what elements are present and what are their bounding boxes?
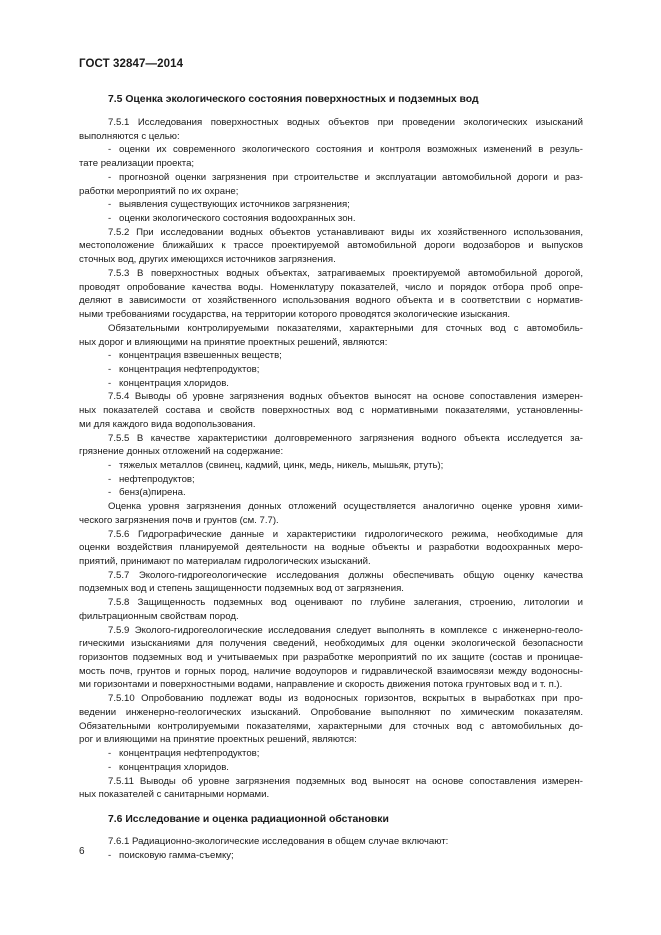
standard-header: ГОСТ 32847—2014	[79, 58, 184, 70]
list-item-line	[79, 171, 583, 185]
text-line: ческого загрязнения почв и грунтов (см. 7.7).	[79, 514, 279, 526]
list-item-text: оценки экологического состояния водоохранных зон.	[119, 213, 356, 225]
text-line: ведении инженерно-геологических изысканий. Опробование выполняют по химическим показателям.	[79, 706, 583, 718]
text-line: Оценка уровня загрязнения донных отложений осуществляется аналогично оценке уровня хими-	[108, 501, 583, 513]
list-item-text: бенз(а)пирена.	[119, 487, 186, 499]
list-dash: -	[108, 459, 112, 471]
list-item-text: концентрация взвешенных веществ;	[119, 350, 282, 362]
text-line: 7.5.10 Опробованию подлежат воды из водоносных горизонтов, вскрытых в выработках при про-	[108, 693, 583, 705]
list-dash: -	[108, 350, 112, 362]
list-dash: -	[108, 761, 112, 773]
text-line: мость почв, грунтов и горных пород, наличие водоупоров и гидравлической взаимосвязи между водоносны-	[79, 665, 583, 677]
list-item-text: концентрация нефтепродуктов;	[119, 748, 260, 760]
text-line: грязнение донных отложений на содержание:	[79, 446, 284, 458]
text-line: работки мероприятий по их охране;	[79, 185, 239, 197]
text-line: выполняются с целью:	[79, 130, 180, 142]
list-dash: -	[108, 171, 112, 183]
list-item-text: концентрация хлоридов.	[119, 761, 229, 773]
list-item-text: нефтепродуктов;	[119, 473, 195, 485]
text-line: тате реализации проекта;	[79, 158, 195, 170]
list-dash: -	[108, 213, 112, 225]
text-line: деляют в зависимости от хозяйственного использования водного объекта и в соответствии с норматив-	[79, 295, 583, 307]
list-item-text: поисковую гамма-съемку;	[119, 849, 234, 861]
text-line: ных показателей с санитарными нормами.	[79, 789, 270, 801]
text-line: ми для каждого вида водопользования.	[79, 418, 256, 430]
text-line: ных дорог и влияющими на принятие проектных решений, являются:	[79, 336, 388, 348]
list-dash: -	[108, 144, 112, 156]
text-line: 7.5.2 При исследовании водных объектов устанавливают виды их хозяйственного использования,	[108, 226, 583, 238]
list-dash: -	[108, 377, 112, 389]
section-heading-7-5: 7.5 Оценка экологического состояния поверхностных и подземных вод	[108, 94, 479, 105]
text-line: 7.5.3 В поверхностных водных объектах, затрагиваемых проектируемой автомобильной дорогой,	[108, 267, 583, 279]
text-line: 7.5.4 Выводы об уровне загрязнения водных объектов выносят на основе сопоставления измерен-	[108, 391, 583, 403]
text-line: ных показателей состава и свойств поверхностных вод с нормативными показателями, установленны-	[79, 405, 583, 417]
list-dash: -	[108, 487, 112, 499]
text-line: рог и влияющими на принятие проектных решений, являются:	[79, 734, 357, 746]
text-line: гическими изысканиями для получения сведений, необходимых для оценки экологической безопасности	[79, 638, 583, 650]
section-7-6-text	[79, 835, 583, 862]
text-line: местоположение ближайших к трассе проектируемой автомобильной дороги водозаборов и выпусков	[79, 240, 583, 252]
list-item-line	[79, 143, 583, 157]
document-body	[79, 93, 583, 862]
text-line: горизонтов подземных вод и учитываемых при разработке мероприятий по их защите (состав и проницае-	[79, 652, 583, 664]
text-line: 7.5.6 Гидрографические данные и характеристики гидрологического режима, необходимые для	[108, 528, 583, 540]
text-line: оценки воздействия планируемой деятельности на водные объекты и разработки водоохранных меро-	[79, 542, 583, 554]
text-line: приятий, принимают по материалам гидрологических изысканий.	[79, 556, 371, 567]
text-line: Обязательными контролируемыми показателями, характерными для сточных вод с автомобильных до-	[79, 720, 583, 732]
text-line: 7.5.11 Выводы об уровне загрязнения подземных вод выносят на основе сопоставления измерен-	[108, 775, 583, 787]
text-line: фильтрационным свойствам пород.	[79, 610, 239, 622]
list-item-line	[79, 377, 583, 391]
list-item-text: прогнозной оценки загрязнения при строительстве и эксплуатации автомобильной дороги и раз-	[119, 171, 583, 183]
text-line: 7.5.7 Эколого-гидрогеологические исследования должны обеспечивать общую оценку качества	[108, 569, 583, 581]
list-item-line	[79, 459, 583, 473]
section-heading-7-6: 7.6 Исследование и оценка радиационной обстановки	[108, 813, 389, 825]
section-7-5-text	[79, 116, 583, 802]
list-dash: -	[108, 363, 112, 375]
list-item-line	[79, 849, 583, 863]
text-line: 7.5.8 Защищенность подземных вод оценивают по глубине залегания, строению, литологии и	[108, 597, 583, 609]
list-item-line	[79, 363, 583, 377]
text-line: 7.6.1 Радиационно-экологические исследования в общем случае включают:	[108, 835, 449, 847]
list-dash: -	[108, 473, 112, 485]
text-line: 7.5.1 Исследования поверхностных водных объектов при проведении экологических изысканий	[108, 117, 583, 128]
list-item-text: концентрация нефтепродуктов;	[119, 363, 260, 375]
text-line: ными требованиями государства, на территории которого проводятся экологические изыскания.	[79, 309, 511, 321]
text-line: сточных вод, других имеющихся источников загрязнения.	[79, 254, 336, 266]
list-item-line	[79, 486, 583, 500]
text-line: проводят опробование качества воды. Номенклатуру показателей, число и порядок отбора проб опре-	[79, 281, 583, 293]
list-dash: -	[108, 199, 112, 211]
text-line: 7.5.5 В качестве характеристики долговременного загрязнения водного объекта исследуется за-	[108, 432, 583, 444]
list-dash: -	[108, 748, 112, 760]
list-item-line	[79, 212, 583, 226]
text-line: Обязательными контролируемыми показателями, характерными для сточных вод с автомобиль-	[108, 322, 583, 334]
text-line: 7.5.9 Эколого-гидрогеологические исследования следует выполнять в комплексе с инженерно-геоло-	[108, 624, 583, 636]
list-item-line	[79, 747, 583, 761]
list-item-line	[79, 761, 583, 775]
list-item-line	[79, 198, 583, 212]
page-number: 6	[79, 846, 85, 857]
list-item-line	[79, 473, 583, 487]
list-item-line	[79, 349, 583, 363]
list-item-text: тяжелых металлов (свинец, кадмий, цинк, медь, никель, мышьяк, ртуть);	[119, 459, 444, 471]
text-line: подземных вод и степень защищенности подземных вод от загрязнения.	[79, 583, 404, 595]
list-item-text: концентрация хлоридов.	[119, 377, 229, 389]
text-line: ми горизонтами и поверхностными водами, направление и скорость движения потока грунтовых вод и т. п.).	[79, 679, 563, 691]
list-dash: -	[108, 849, 112, 861]
list-item-text: оценки их современного экологического состояния и контроля возможных изменений в резуль-	[119, 144, 583, 156]
list-item-text: выявления существующих источников загрязнения;	[119, 199, 350, 211]
